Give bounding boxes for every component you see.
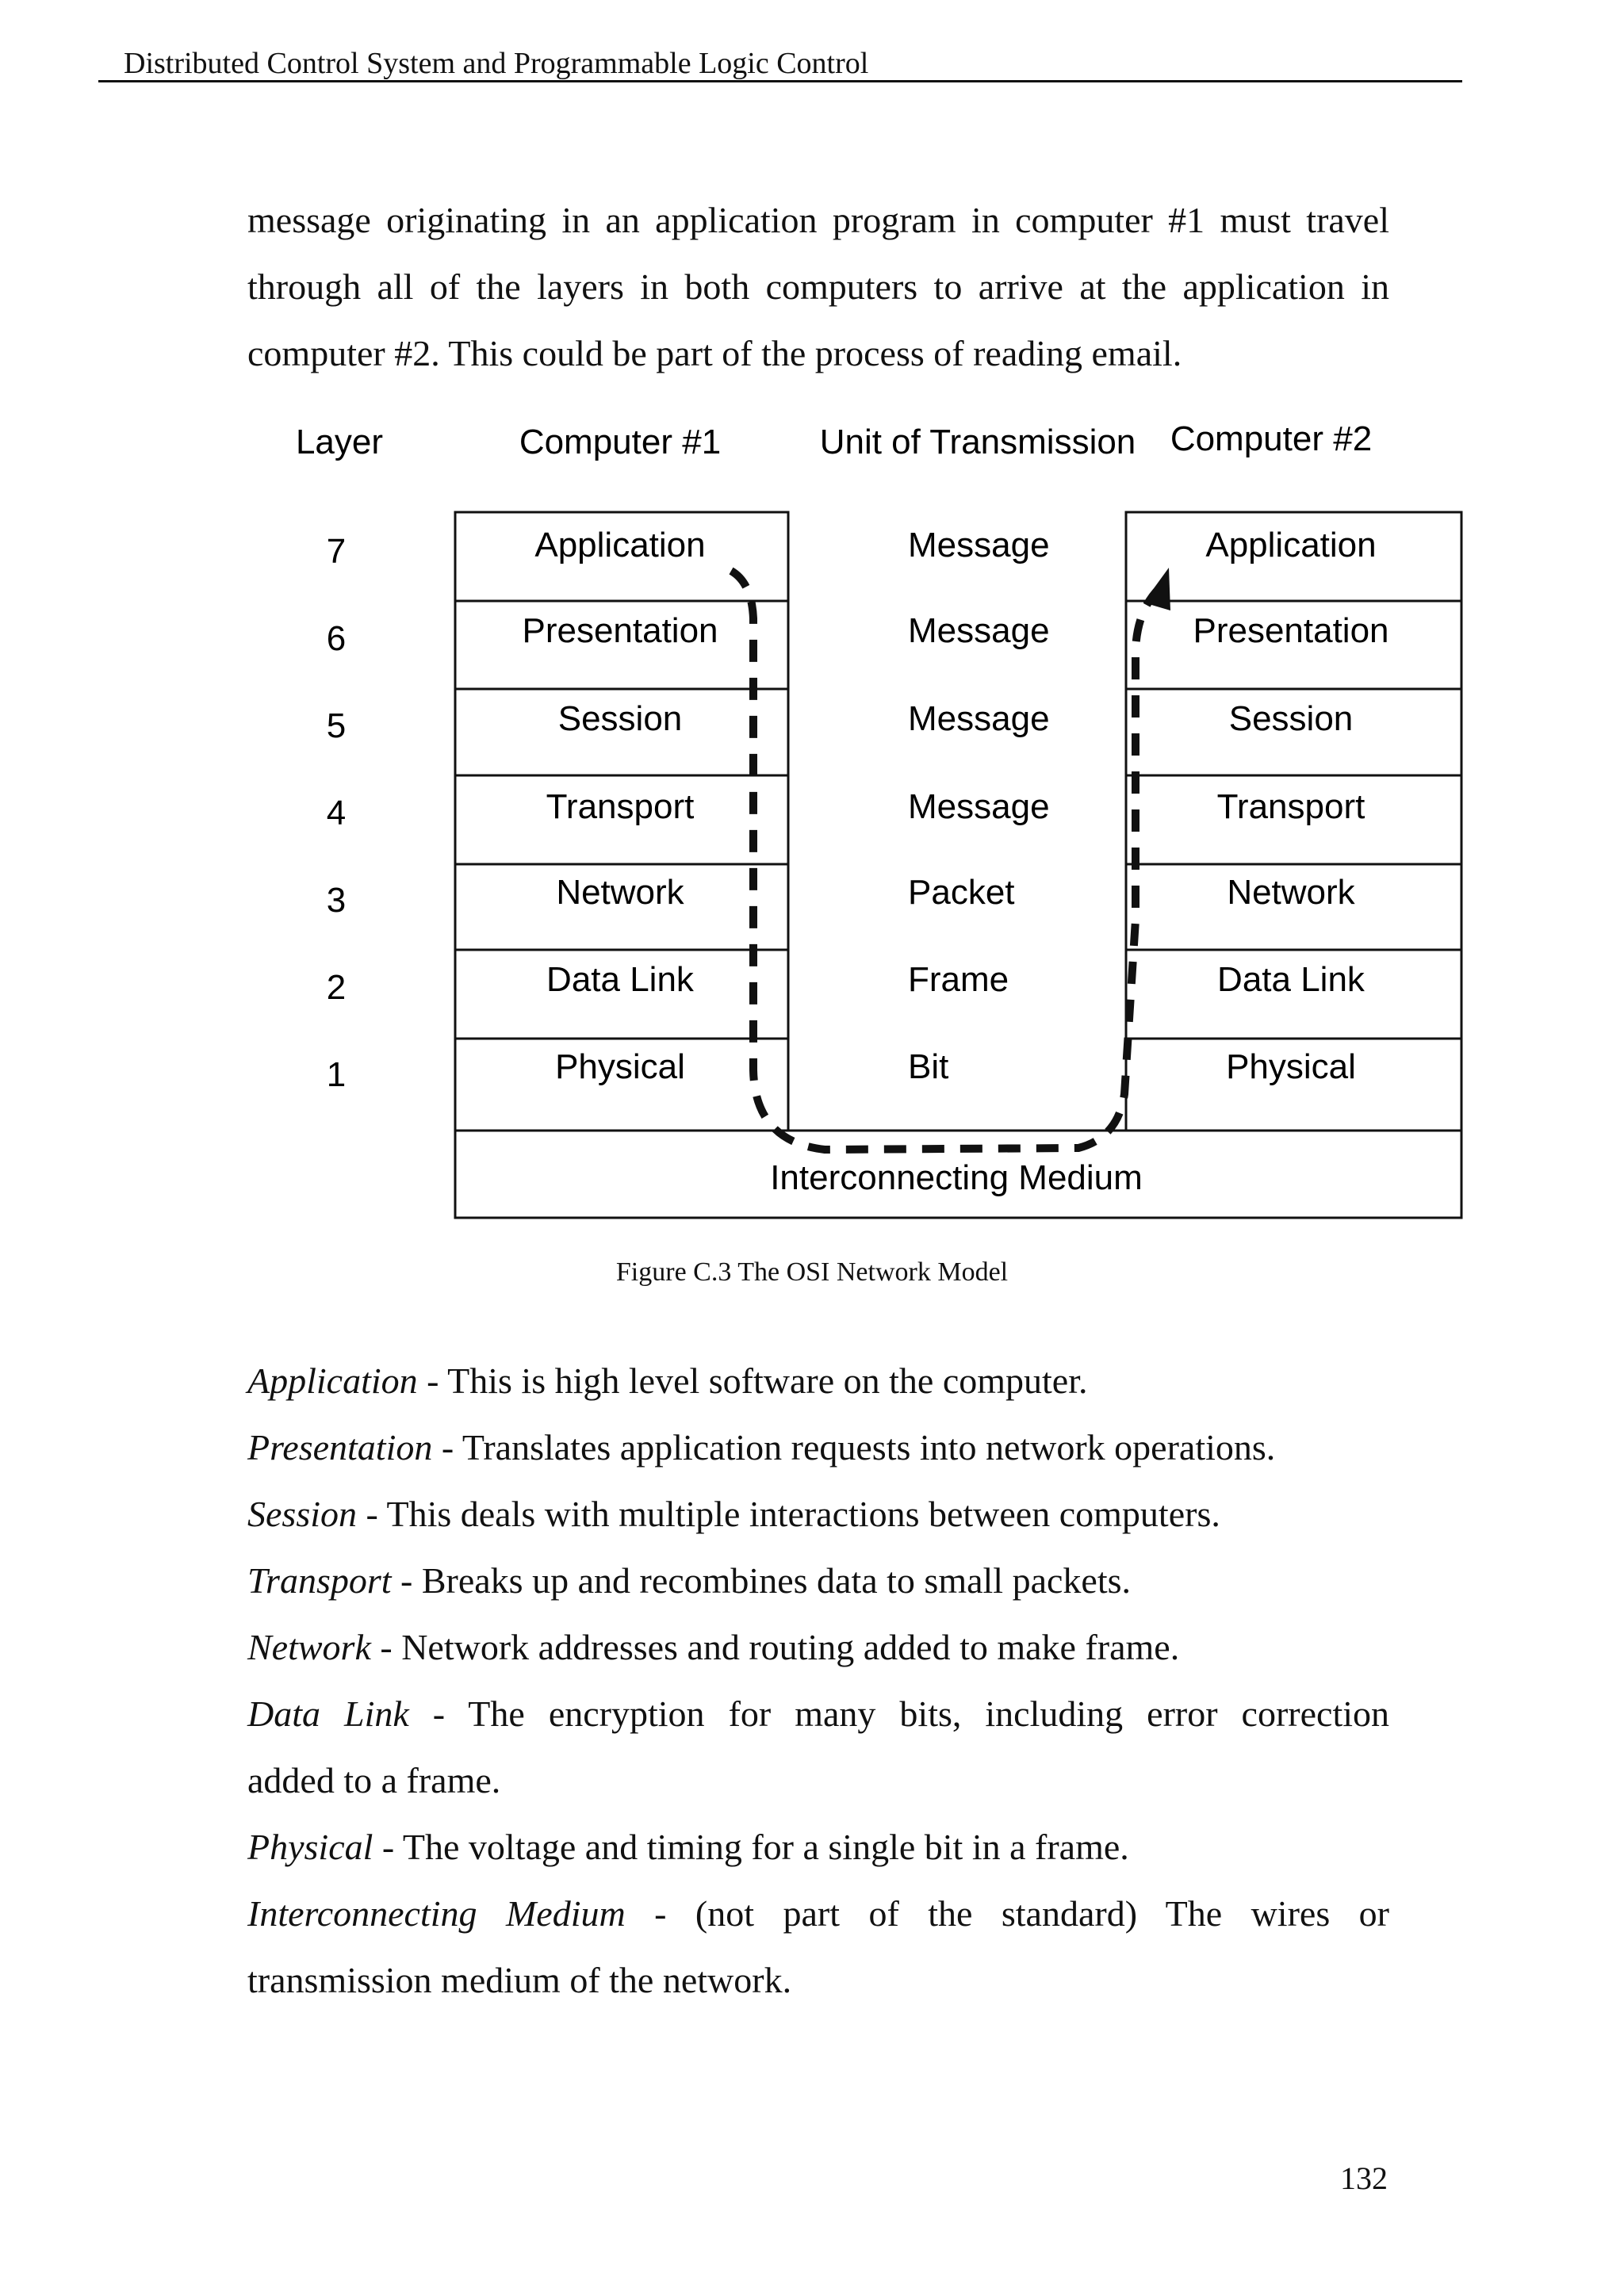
layer-number: 1 <box>326 1055 347 1094</box>
layer-number: 7 <box>326 532 347 571</box>
definition-item <box>247 1681 1389 1747</box>
computer-2-layer: Transport <box>1216 787 1365 826</box>
computer-1-layer: Application <box>534 526 706 564</box>
computer-2-layer: Application <box>1205 526 1377 564</box>
computer-1-layer: Data Link <box>546 960 694 999</box>
computer-2-layer: Data Link <box>1217 960 1365 999</box>
definition-term: Network <box>247 1627 371 1667</box>
definition-term: Presentation <box>247 1427 433 1468</box>
heading-computer-2: Computer #2 <box>1170 419 1373 458</box>
intro-line: computer #2. This could be part of the process of reading email. <box>247 333 1182 373</box>
transmission-unit: Bit <box>908 1047 949 1086</box>
intro-line: message originating in an application program in computer #1 must travel <box>247 200 1389 240</box>
transmission-unit: Packet <box>908 873 1015 912</box>
transmission-unit: Message <box>908 787 1050 826</box>
running-header <box>98 43 1462 82</box>
definition-item <box>247 1814 1389 1881</box>
definition-continuation: transmission medium of the network. <box>247 1960 792 2000</box>
computer-2-layer: Network <box>1227 873 1355 912</box>
running-title: Distributed Control System and Programmable Logic Control <box>124 47 869 80</box>
definition-text: - This deals with multiple interactions between computers. <box>357 1494 1220 1534</box>
transmission-unit: Message <box>908 611 1050 650</box>
layer-number: 5 <box>326 706 347 745</box>
definition-item <box>247 1481 1389 1548</box>
layer-number: 6 <box>326 619 347 658</box>
transmission-unit: Frame <box>908 960 1009 999</box>
definition-term: Data Link <box>247 1693 409 1734</box>
figure-caption: Figure C.3 The OSI Network Model <box>615 1257 1009 1287</box>
intro-paragraph <box>247 187 1389 387</box>
definition-text: - This is high level software on the computer. <box>417 1360 1088 1401</box>
definition-item <box>247 1348 1389 1414</box>
computer-1-layer: Physical <box>555 1047 685 1086</box>
definition-term: Physical <box>247 1827 373 1867</box>
computer-1-layer: Presentation <box>522 611 718 650</box>
interconnecting-medium-label: Interconnecting Medium <box>770 1158 1143 1197</box>
heading-layer: Layer <box>295 423 384 461</box>
definition-text: - Breaks up and recombines data to small packets. <box>391 1560 1132 1601</box>
intro-line: through all of the layers in both computers to arrive at the application in <box>247 266 1389 307</box>
computer-2-layer: Physical <box>1226 1047 1356 1086</box>
definition-term: Interconnecting Medium <box>247 1893 626 1934</box>
computer-2-layer: Presentation <box>1193 611 1389 650</box>
definitions-list <box>247 1348 1389 2014</box>
layer-number: 4 <box>326 794 347 832</box>
heading-unit-of-transmission: Unit of Transmission <box>819 423 1136 461</box>
definition-item <box>247 1614 1389 1681</box>
heading-computer-1: Computer #1 <box>519 423 722 461</box>
layer-number: 3 <box>326 881 347 920</box>
definition-item <box>247 1414 1389 1481</box>
definition-text: - Translates application requests into network operations. <box>432 1427 1276 1468</box>
definition-text: - (not part of the standard) The wires or <box>625 1893 1389 1934</box>
definition-continuation: added to a frame. <box>247 1760 501 1800</box>
definition-term: Application <box>247 1360 418 1401</box>
definition-text: - Network addresses and routing added to make frame. <box>370 1627 1180 1667</box>
definition-text: - The encryption for many bits, including error correction <box>408 1693 1389 1734</box>
computer-1-layer: Session <box>557 699 683 738</box>
transmission-unit: Message <box>908 526 1050 564</box>
transmission-unit: Message <box>908 699 1050 738</box>
computer-1-layer: Transport <box>546 787 695 826</box>
definition-text: - The voltage and timing for a single bit in a frame. <box>373 1827 1129 1867</box>
osi-model-figure <box>270 412 1475 1221</box>
definition-item <box>247 1881 1389 1947</box>
computer-2-layer: Session <box>1228 699 1354 738</box>
page-number: 132 <box>1340 2160 1388 2196</box>
definition-item <box>247 1548 1389 1614</box>
layer-number: 2 <box>326 968 347 1007</box>
definition-term: Session <box>247 1494 357 1534</box>
definition-term: Transport <box>247 1560 392 1601</box>
computer-1-layer: Network <box>556 873 684 912</box>
